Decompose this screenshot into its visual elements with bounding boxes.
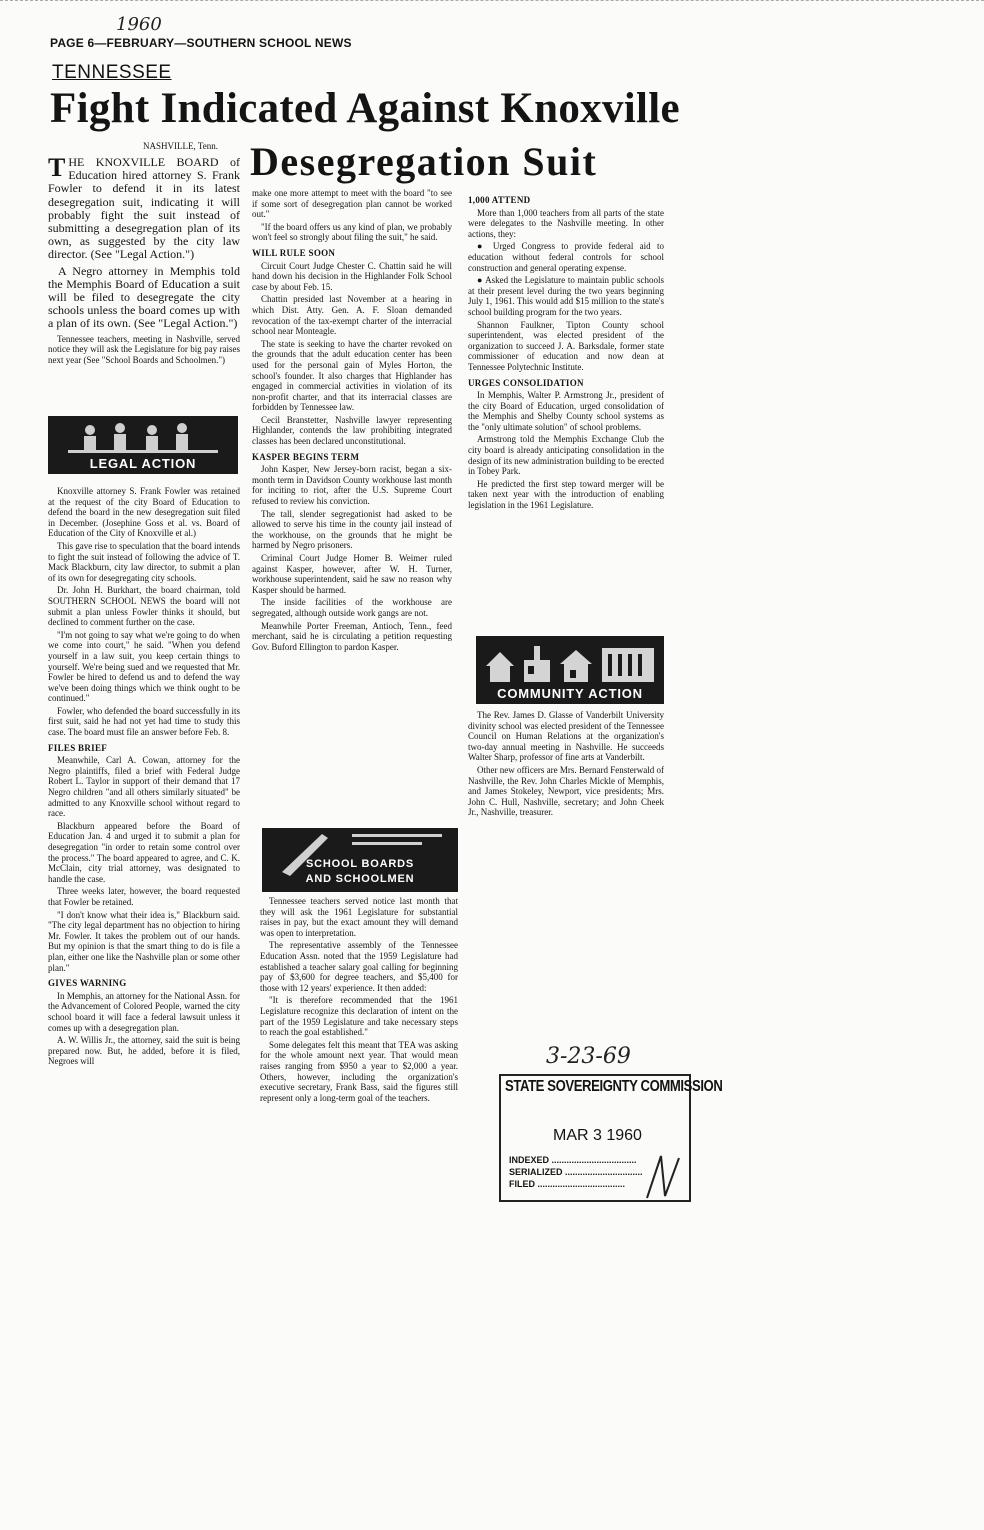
paragraph: Some delegates felt this meant that TEA was asking for the whole amount next year. That would mean raises ranging from $950 a year to $2,000 a year. Others, however, including the organization's executive secretary, Frank Bass, said the figures still represent only a long-term goal of the teachers. <box>260 1039 458 1103</box>
lead-paragraph: A Negro attorney in Memphis told the Memphis Board of Education a suit will be filed to desegregate the city schools unless the board comes up with a plan of its own. (See "Legal Action.") <box>48 263 240 331</box>
column-3 <box>468 190 664 513</box>
paragraph: A. W. Willis Jr., the attorney, said the suit is being prepared now. But, he added, before it is filed, Negroes will <box>48 1035 240 1067</box>
paragraph: In Memphis, an attorney for the National Assn. for the Advancement of Colored People, warned the city school board it will face a federal lawsuit unless it comes up with a desegregation plan. <box>48 990 240 1033</box>
headline-line-1: Fight Indicated Against Knoxville <box>50 85 680 132</box>
paragraph: The tall, slender segregationist had asked to be allowed to serve his time in the county jail instead of the workhouse, on the grounds that he might be harmed by Negro prisoners. <box>252 508 452 551</box>
banner-label: LEGAL ACTION <box>89 456 197 471</box>
paragraph: Shannon Faulkner, Tipton County school superintendent, was elected president of the organization to succeed J. A. Barksdale, former state commissioner of education and now dean at Tennessee Polytechnic Institute. <box>468 319 664 372</box>
column-3-body <box>468 710 664 820</box>
column-1-body <box>48 486 240 1069</box>
paragraph: ● Urged Congress to provide federal aid to education without federal controls for school construction and general operating expense. <box>468 241 664 273</box>
paragraph: He predicted the first step toward merger will be taken next year with the introduction of enabling legislation in the 1961 Legislature. <box>468 478 664 511</box>
subhead-urges-consolidation: URGES CONSOLIDATION <box>468 377 584 388</box>
paragraph: Cecil Branstetter, Nashville lawyer representing Highlander, contends the law prohibiting integrated classes has been declared unconstitutional. <box>252 414 452 447</box>
subhead-1000-attend: 1,000 ATTEND <box>468 195 531 205</box>
paragraph: "I don't know what their idea is," Blackburn said. "The city legal department has no objection to hiring Mr. Fowler. It takes the problem out of our hands. But my opinion is that the smart thing to do is file a plan, either one like the Nashville plan or some other plan." <box>48 909 240 973</box>
stamp-title: STATE SOVEREIGNTY COMMISSION <box>505 1078 723 1095</box>
dateline: NASHVILLE, Tenn. <box>143 141 218 151</box>
paragraph: Meanwhile Porter Freeman, Antioch, Tenn., feed merchant, said he is circulating a petition requesting Gov. Buford Ellington to pardon Kasper. <box>252 620 452 652</box>
paragraph: Blackburn appeared before the Board of Education Jan. 4 and urged it to submit a plan for desegregation "in order to retain some control over the process." The board appeared to agree, and C. K. McClain, city trial attorney, was designated to handle the case. <box>48 820 240 884</box>
paragraph: Dr. John H. Burkhart, the board chairman, told SOUTHERN SCHOOL NEWS the board will not submit a plan unless Fowler thinks it should, but declined to comment further on the case. <box>48 585 240 628</box>
paragraph: Fowler, who defended the board successfully in its first suit, said he had not yet had time to study this case. The board must file an answer before Feb. 8. <box>48 705 240 738</box>
column-2 <box>252 188 452 654</box>
paragraph: The representative assembly of the Tennessee Education Assn. noted that the 1959 Legislature had established a teacher salary goal calling for beginning pay of $3,600 for degree teachers, and $5,400 for those with 12 years' experience. It then added: <box>260 940 458 993</box>
legal-action-banner <box>48 416 238 474</box>
banner-label: COMMUNITY ACTION <box>497 686 643 701</box>
lead-paragraphs <box>48 153 240 331</box>
paragraph: Other new officers are Mrs. Bernard Fensterwald of Nashville, the Rev. John Charles Mickle of Memphis, and James Stokeley, Newport, vice presidents; Mrs. John C. Hull, Nashville, secretary; and John Cheek Jr., Nashville, treasurer. <box>468 764 664 818</box>
paragraph: "It is therefore recommended that the 1961 Legislature recognize this declaration of intent on the part of the 1959 Legislature and take necessary steps to reach the goal established." <box>260 995 458 1038</box>
subhead-kasper-begins-term: KASPER BEGINS TERM <box>252 451 360 462</box>
paragraph: More than 1,000 teachers from all parts of the state were delegates to the Nashville meeting. In other actions, they: <box>468 207 664 239</box>
paragraph: The Rev. James D. Glasse of Vanderbilt University divinity school was elected president of the Tennessee Council on Human Relations at the organization's two-day annual meeting in Nashville. He succeeds Walter Sharp, professor of fine arts at Vanderbilt. <box>468 710 664 763</box>
stamp-row: FILED ................................... <box>509 1179 626 1189</box>
headline-line-2: Desegregation Suit <box>250 139 598 184</box>
paragraph: Knoxville attorney S. Frank Fowler was retained at the request of the city Board of Education to defend the board in the new desegregation suit filed in December. (Josephine Goss et al. vs. Board of Education of the City of Knoxville et al.) <box>48 486 240 539</box>
paragraph: "I'm not going to say what we're going to do when we come into court," he said. "When you defend yourself in a law suit, you keep certain things to yourself. We're being sued and we requested that Mr. Fowler be hired to defend us and to defend the way we've been doing things which we think ought to be continued." <box>48 629 240 704</box>
stamp-date: MAR 3 1960 <box>553 1127 642 1144</box>
paragraph: make one more attempt to meet with the board "to see if some sort of desegregation plan cannot be worked out." <box>252 188 452 220</box>
banner-label: SCHOOL BOARDS <box>306 858 414 870</box>
paragraph: Circuit Court Judge Chester C. Chattin said he will hand down his decision in the Highlander Folk School case by about Feb. 15. <box>252 260 452 292</box>
paragraph: Meanwhile, Carl A. Cowan, attorney for the Negro plaintiffs, filed a brief with Federal Judge Robert L. Taylor in support of their demand that 17 Negro children "and all others similarly situated" be admitted to any Knoxville school without regard to race. <box>48 755 240 819</box>
paragraph: Armstrong told the Memphis Exchange Club the city board is already anticipating consolidation in the design of its new administration building to be erected in Tobey Park. <box>468 434 664 477</box>
state-label: TENNESSEE <box>52 62 172 83</box>
column-2-body <box>260 896 458 1105</box>
page-top-edge <box>0 0 984 9</box>
paragraph: Criminal Court Judge Homer B. Weimer ruled against Kasper, however, after W. H. Turner, workhouse superintendent, said he saw no reason why Kasper should be harmed. <box>252 553 452 595</box>
paragraph: ● Asked the Legislature to maintain public schools at their present level during the two years beginning July 1, 1961. This would add $15 million to the state's school building program for the two years. <box>468 275 664 317</box>
paragraph: The inside facilities of the workhouse are segregated, although outside work gangs are not. <box>252 597 452 618</box>
school-boards-banner <box>262 828 458 892</box>
initials-mark <box>639 1150 687 1202</box>
drop-cap: T <box>48 153 66 182</box>
column-1 <box>48 153 240 367</box>
banner-label: AND SCHOOLMEN <box>305 873 415 885</box>
handwritten-date: 3-23-69 <box>546 1044 631 1069</box>
paragraph: Tennessee teachers served notice last month that they will ask the 1961 Legislature for substantial raises in pay, but the exact amount they will demand was open to interpretation. <box>260 896 458 938</box>
paragraph: Tennessee teachers, meeting in Nashville, served notice they will ask the Legislature for big pay raises next year (See "School Boards and Schoolmen.") <box>48 333 240 365</box>
paragraph: John Kasper, New Jersey-born racist, began a six-month term in Davidson County workhouse last month for inciting to riot, after the U.S. Supreme Court refused to review his conviction. <box>252 464 452 507</box>
sovereignty-commission-stamp <box>499 1064 723 1202</box>
stamp-row: SERIALIZED ............................... <box>509 1167 643 1177</box>
paragraph: Chattin presided last November at a hearing in which Dist. Atty. Gen. A. F. Sloan demanded revocation of the tax-exempt charter of the interracial school near Monteagle. <box>252 294 452 337</box>
paragraph: This gave rise to speculation that the board intends to fight the suit instead of following the advice of T. Mack Blackburn, city law director, to submit a plan of its own for desegregating city schools. <box>48 540 240 583</box>
handwritten-year: 1960 <box>116 14 162 35</box>
subhead-gives-warning: GIVES WARNING <box>48 978 127 989</box>
paragraph: "If the board offers us any kind of plan, we probably won't feel so strongly about filing the suit," he said. <box>252 221 452 243</box>
paragraph: The state is seeking to have the charter revoked on the grounds that the adult education center has been used for the personal gain of Myles Horton, the school's founder. It also charges that Highlander has engaged in commercial activities in violation of its non-profit charter, and that its interracial classes are forbidden by Tennessee law. <box>252 338 452 413</box>
stamp-rows <box>509 1154 643 1190</box>
stamp-row: INDEXED .................................. <box>509 1155 637 1165</box>
masthead: PAGE 6—FEBRUARY—SOUTHERN SCHOOL NEWS <box>50 36 352 50</box>
paragraph: Three weeks later, however, the board requested that Fowler be retained. <box>48 886 240 907</box>
community-action-banner <box>476 636 664 704</box>
subhead-files-brief: FILES BRIEF <box>48 742 108 753</box>
lead-paragraph: THE KNOXVILLE BOARD of Education hired attorney S. Frank Fowler to defend it in its latest desegregation suit, indicating it will probably fight the suit instead of submitting a desegregation plan of its own, as suggested by the city law director. (See "Legal Action.") <box>48 153 240 262</box>
subhead-will-rule-soon: WILL RULE SOON <box>252 247 336 258</box>
paragraph: In Memphis, Walter P. Armstrong Jr., president of the city Board of Education, urged consolidation of the Memphis and Shelby County school systems as the "only ultimate solution" of school problems. <box>468 390 664 432</box>
